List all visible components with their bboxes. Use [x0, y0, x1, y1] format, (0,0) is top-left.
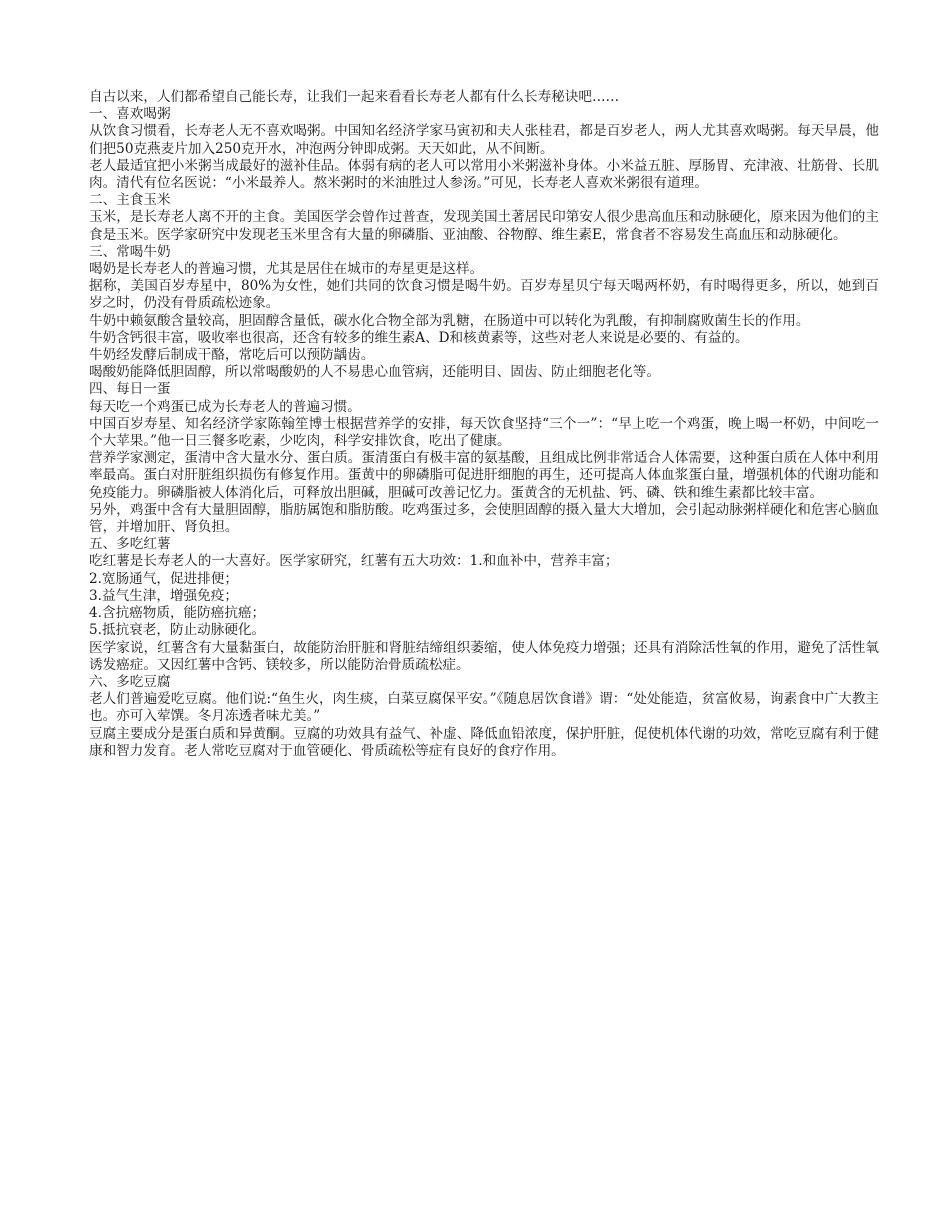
section-heading: 三、常喝牛奶 — [89, 243, 171, 260]
paragraph: 从饮食习惯看，长寿老人无不喜欢喝粥。中国知名经济学家马寅初和夫人张桂君，都是百岁老人，两人尤其喜欢喝粥。每天早晨，他们把50克燕麦片加入250克开水，冲泡两分钟即成粥。天天如此，从不间断。 — [89, 123, 879, 157]
article-body — [89, 89, 879, 760]
list-item: 4.含抗癌物质，能防癌抗癌； — [89, 605, 266, 622]
section-heading: 六、多吃豆腐 — [89, 673, 171, 690]
paragraph: 喝酸奶能降低胆固醇，所以常喝酸奶的人不易患心血管病，还能明目、固齿、防止细胞老化等。 — [89, 364, 660, 381]
paragraph: 吃红薯是长寿老人的一大喜好。医学家研究，红薯有五大功效：1.和血补中，营养丰富； — [89, 553, 619, 570]
intro-paragraph: 自古以来，人们都希望自己能长寿，让我们一起来看看长寿老人都有什么长寿秘诀吧…… — [89, 89, 620, 105]
list-item: 5.抵抗衰老，防止动脉硬化。 — [89, 622, 266, 639]
section-heading: 五、多吃红薯 — [89, 536, 171, 553]
paragraph: 牛奶经发酵后制成干酪，常吃后可以预防龋齿。 — [89, 347, 375, 364]
paragraph: 营养学家测定，蛋清中含大量水分、蛋白质。蛋清蛋白有极丰富的氨基酸，且组成比例非常适合人体需要，这种蛋白质在人体中利用率最高。蛋白对肝脏组织损伤有修复作用。蛋黄中的卵磷脂可促进肝细胞的再生，还可提高人体血浆蛋白量，增强机体的代谢功能和免疫能力。卵磷脂被人体消化后，可释放出胆碱，胆碱可改善记忆力。蛋黄含的无机盐、钙、磷、铁和维生素都比较丰富。 — [89, 450, 879, 501]
paragraph: 豆腐主要成分是蛋白质和异黄酮。豆腐的功效具有益气、补虚、降低血铅浓度，保护肝脏，促使机体代谢的功效，常吃豆腐有利于健康和智力发育。老人常吃豆腐对于血管硬化、骨质疏松等症有良好的食疗作用。 — [89, 725, 879, 759]
paragraph: 牛奶含钙很丰富，吸收率也很高，还含有较多的维生素A、D和核黄素等，这些对老人来说是必要的、有益的。 — [89, 329, 749, 346]
list-item: 3.益气生津，增强免疫； — [89, 587, 238, 604]
section-heading: 一、喜欢喝粥 — [89, 106, 171, 123]
paragraph: 老人最适宜把小米粥当成最好的滋补佳品。体弱有病的老人可以常用小米粥滋补身体。小米益五脏、厚肠胃、充津液、壮筋骨、长肌肉。清代有位名医说：“小米最养人。熬米粥时的米油胜过人参汤。”可见，长寿老人喜欢米粥很有道理。 — [89, 157, 879, 192]
paragraph: 中国百岁寿星、知名经济学家陈翰笙博士根据营养学的安排，每天饮食坚持“三个一”：“早上吃一个鸡蛋，晚上喝一杯奶，中间吃一个大苹果。”他一日三餐多吃素，少吃肉，科学安排饮食，吃出了健康。 — [89, 415, 879, 450]
paragraph: 玉米，是长寿老人离不开的主食。美国医学会曾作过普查，发现美国土著居民印第安人很少患高血压和动脉硬化，原来因为他们的主食是玉米。医学家研究中发现老玉米里含有大量的卵磷脂、亚油酸、谷物醇、维生素E，常食者不容易发生高血压和动脉硬化。 — [89, 209, 879, 243]
paragraph: 据称，美国百岁寿星中，80%为女性，她们共同的饮食习惯是喝牛奶。百岁寿星贝宁每天喝两杯奶，有时喝得更多，所以，她到百岁之时，仍没有骨质疏松迹象。 — [89, 278, 879, 312]
paragraph: 喝奶是长寿老人的普遍习惯，尤其是居住在城市的寿星更是这样。 — [89, 261, 484, 278]
paragraph: 每天吃一个鸡蛋已成为长寿老人的普遍习惯。 — [89, 398, 361, 415]
list-item: 2.宽肠通气，促进排便； — [89, 570, 238, 587]
paragraph: 医学家说，红薯含有大量黏蛋白，故能防治肝脏和肾脏结缔组织萎缩，使人体免疫力增强；还具有消除活性氧的作用，避免了活性氧诱发癌症。又因红薯中含钙、镁较多，所以能防治骨质疏松症。 — [89, 639, 879, 673]
paragraph: 老人们普遍爱吃豆腐。他们说:“鱼生火，肉生痰，白菜豆腐保平安。”《随息居饮食谱》谓：“处处能造，贫富攸易，询素食中广大教主也。亦可入荤馔。冬月冻透者味尤美。” — [89, 691, 879, 725]
paragraph: 牛奶中赖氨酸含量较高，胆固醇含量低，碳水化合物全部为乳糖，在肠道中可以转化为乳酸，有抑制腐败菌生长的作用。 — [89, 312, 810, 329]
paragraph: 另外，鸡蛋中含有大量胆固醇，脂肪属饱和脂肪酸。吃鸡蛋过多，会使胆固醇的摄入量大大增加，会引起动脉粥样硬化和危害心脑血管，并增加肝、肾负担。 — [89, 501, 879, 536]
section-heading: 二、主食玉米 — [89, 192, 171, 209]
section-heading: 四、每日一蛋 — [89, 381, 171, 398]
